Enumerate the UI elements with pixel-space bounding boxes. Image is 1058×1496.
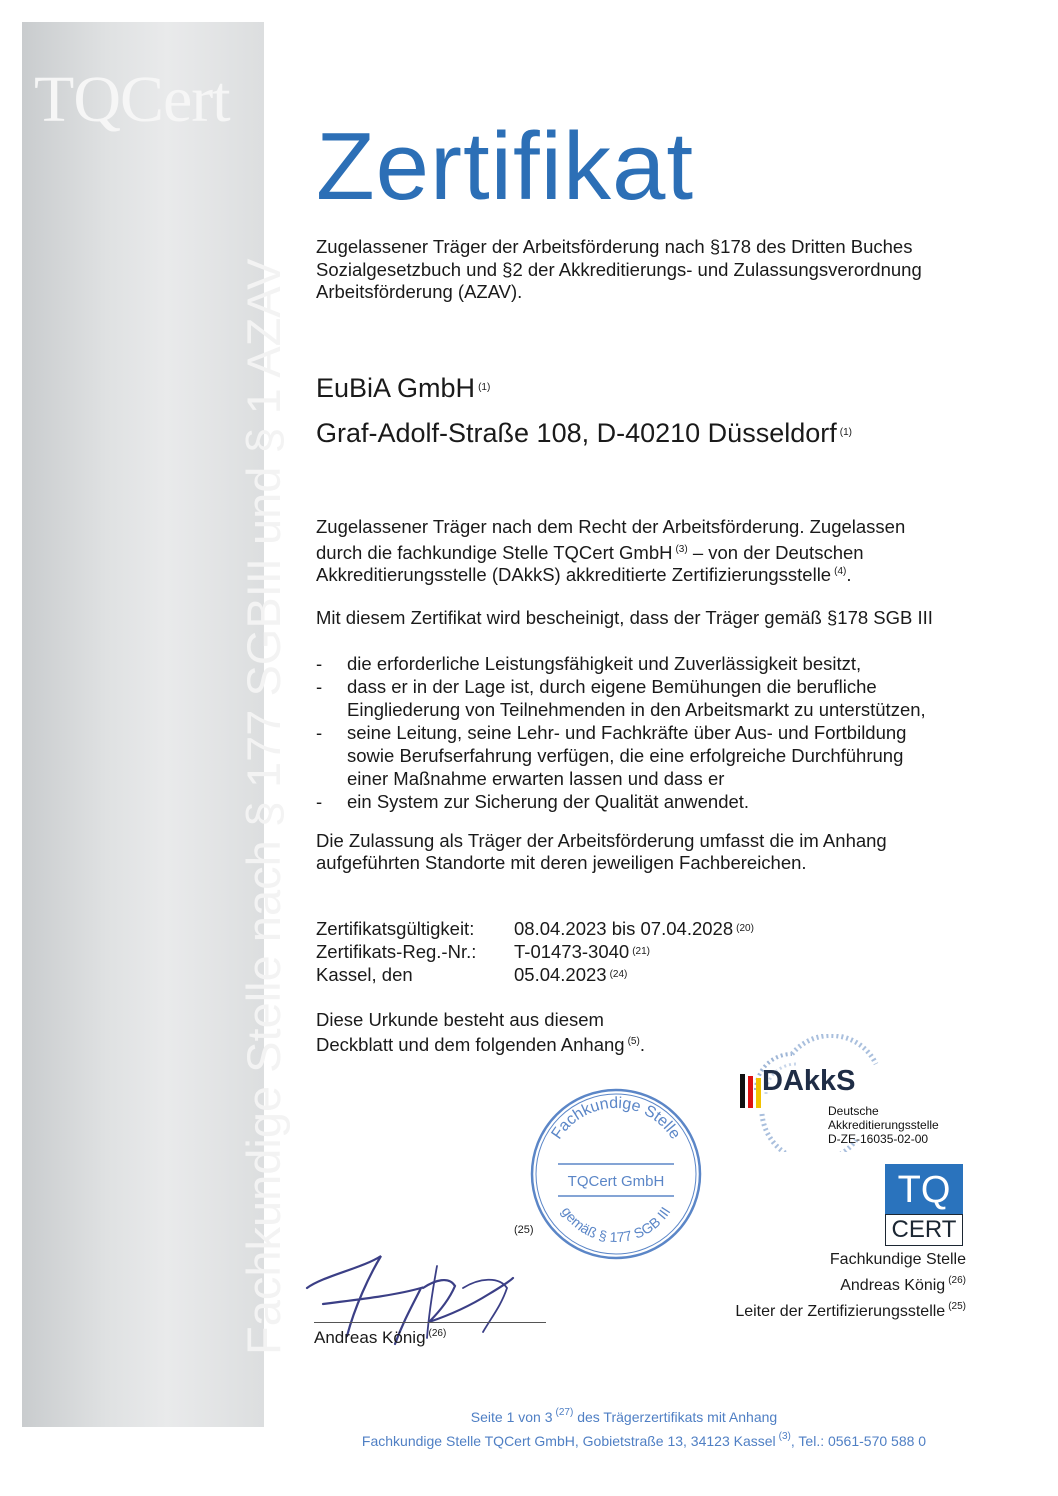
page-title: Zertifikat [316, 113, 695, 220]
list-item: - seine Leitung, seine Lehr- und Fachkräfte über Aus- und Fortbildung sowie Berufserfahrung verfügen, die eine erfolgreiche Durchführung einer Maßnahme erwarten lassen und dass er [316, 721, 926, 790]
validity-row [316, 917, 754, 940]
validity-value: 08.04.2023 bis 07.04.2028 [514, 918, 734, 939]
list-item-text: sowie Berufserfahrung verfügen, die eine erfolgreiche Durchführung [347, 745, 904, 766]
footer-line-1 [0, 1403, 1058, 1427]
signature-line [314, 1322, 546, 1323]
date-row [316, 963, 754, 986]
footnote-ref: (3) [675, 544, 688, 555]
footnote-ref: (3) [778, 1431, 791, 1442]
company-address: Graf-Adolf-Straße 108, D-40210 Düsseldorf [316, 418, 837, 448]
list-item-text: Eingliederung von Teilnehmenden in den Arbeitsmarkt zu unterstützen, [347, 699, 926, 720]
text: . [846, 564, 852, 585]
list-item: - die erforderliche Leistungsfähigkeit und Zuverlässigkeit besitzt, [316, 652, 926, 675]
svg-text:gemäß § 177 SGB III [559, 1204, 674, 1245]
scope-line-1: Die Zulassung als Träger der Arbeitsförderung umfasst die im Anhang [316, 830, 887, 851]
dakks-line: Deutsche [828, 1104, 879, 1118]
vertical-watermark-text: Fachkundige Stelle nach § 177 SGBIII und § 1 AZAV [237, 258, 290, 1355]
intro-line-2: Sozialgesetzbuch und §2 der Akkreditierungs- und Zulassungsverordnung [316, 259, 922, 280]
stamp-top-text: Fachkundige Stelle [548, 1094, 684, 1143]
intro-line-1: Zugelassener Träger der Arbeitsförderung nach §178 des Dritten Buches [316, 236, 913, 257]
dakks-line: Akkreditierungsstelle [828, 1118, 939, 1132]
date-value: 05.04.2023 [514, 964, 607, 985]
stamp-bottom-text: gemäß § 177 SGB III [558, 1203, 674, 1246]
signer-name-row [735, 1270, 966, 1296]
signer-role: Leiter der Zertifizierungsstelle [735, 1303, 946, 1320]
date-label: Kassel, den [316, 964, 413, 985]
footnote-ref: (4) [834, 566, 847, 577]
dakks-logo [736, 1034, 966, 1152]
footnote-ref: (20) [736, 923, 754, 934]
official-stamp [528, 1086, 704, 1262]
signer-org: Fachkundige Stelle [829, 1251, 966, 1268]
company-address-row [316, 418, 852, 449]
text: – von der Deutschen [687, 542, 864, 563]
list-item: - ein System zur Sicherung der Qualität anwendet. [316, 790, 926, 813]
signer-name: Andreas König [840, 1277, 946, 1294]
text: durch die fachkundige Stelle TQCert GmbH [316, 542, 673, 563]
scope-line-2: aufgeführten Standorte mit deren jeweiligen Fachbereichen. [316, 852, 807, 873]
footnote-ref: (27) [555, 1407, 574, 1418]
page-indicator: Seite 1 von 3 [470, 1409, 553, 1425]
list-item: - dass er in der Lage ist, durch eigene Bemühungen die berufliche Eingliederung von Teilnehmenden in den Arbeitsmarkt zu unterstützen, [316, 676, 926, 720]
signer-role-row [735, 1296, 966, 1322]
signer-block [735, 1249, 966, 1322]
footnote-ref: (1) [478, 382, 491, 393]
tqcert-logo [885, 1164, 963, 1246]
footnote-ref: (21) [632, 946, 650, 957]
footer-address: Fachkundige Stelle TQCert GmbH, Gobietstraße 13, 34123 Kassel [361, 1433, 776, 1449]
stamp-center-text: TQCert GmbH [567, 1173, 665, 1190]
document-note-line-1: Diese Urkunde besteht aus diesem [316, 1009, 604, 1030]
list-item-text: seine Leitung, seine Lehr- und Fachkräfte über Aus- und Fortbildung [347, 722, 907, 743]
approval-line-3 [316, 561, 851, 586]
registration-value: T-01473-3040 [514, 941, 630, 962]
svg-text:Fachkundige Stelle [548, 1095, 683, 1143]
text: Deckblatt und dem folgenden Anhang [316, 1034, 625, 1055]
signature-name: Andreas König [314, 1328, 426, 1347]
registration-row [316, 940, 754, 963]
list-item-text: ein System zur Sicherung der Qualität anwendet. [347, 791, 750, 812]
dakks-id: D-ZE-16035-02-00 [828, 1132, 929, 1146]
company-name: EuBiA GmbH [316, 373, 476, 403]
text: Akkreditierungsstelle (DAkkS) akkreditierte Zertifizierungsstelle [316, 564, 832, 585]
intro-line-3: Arbeitsförderung (AZAV). [316, 281, 523, 302]
cert-mark: CERT [885, 1214, 963, 1246]
footer-line-2 [0, 1427, 1058, 1451]
footnote-ref: (25) [948, 1301, 966, 1312]
document-note-line-2: Deckblatt und dem folgenden Anhang $^{(5)}$. [316, 1034, 645, 1055]
list-item-text: dass er in der Lage ist, durch eigene Bemühungen die berufliche [347, 676, 877, 697]
registration-label: Zertifikats-Reg.-Nr.: [316, 941, 477, 962]
footnote-ref: (5) [627, 1036, 640, 1047]
footnote-ref: (26) [428, 1328, 447, 1339]
signature-name-row [314, 1328, 446, 1348]
brand-watermark: TQCert [34, 63, 230, 136]
stamp-footnote: (25) [514, 1224, 534, 1236]
certificate-details [316, 917, 754, 986]
page-footer [0, 1403, 1058, 1451]
footer-phone: , Tel.: 0561-570 588 0 [790, 1433, 927, 1449]
validity-label: Zertifikatsgültigkeit: [316, 918, 475, 939]
company-name-row [316, 373, 490, 404]
approval-line-1: Zugelassener Träger nach dem Recht der Arbeitsförderung. Zugelassen [316, 516, 906, 537]
dakks-subtitle [828, 1104, 939, 1146]
footnote-ref: (24) [609, 969, 628, 980]
list-item-text: die erforderliche Leistungsfähigkeit und Zuverlässigkeit besitzt, [347, 653, 862, 674]
footnote-ref: (1) [839, 427, 852, 438]
criteria-list [316, 652, 926, 813]
footnote-ref: (26) [948, 1275, 966, 1286]
side-band [22, 22, 264, 1427]
text: des Trägerzertifikats mit Anhang [573, 1409, 778, 1425]
tq-mark: TQ [885, 1164, 963, 1214]
dakks-wordmark: DAkkS [762, 1065, 856, 1097]
certify-statement: Mit diesem Zertifikat wird bescheinigt, dass der Träger gemäß §178 SGB III [316, 607, 933, 628]
list-item-text: einer Maßnahme erwarten lassen und dass er [347, 768, 725, 789]
